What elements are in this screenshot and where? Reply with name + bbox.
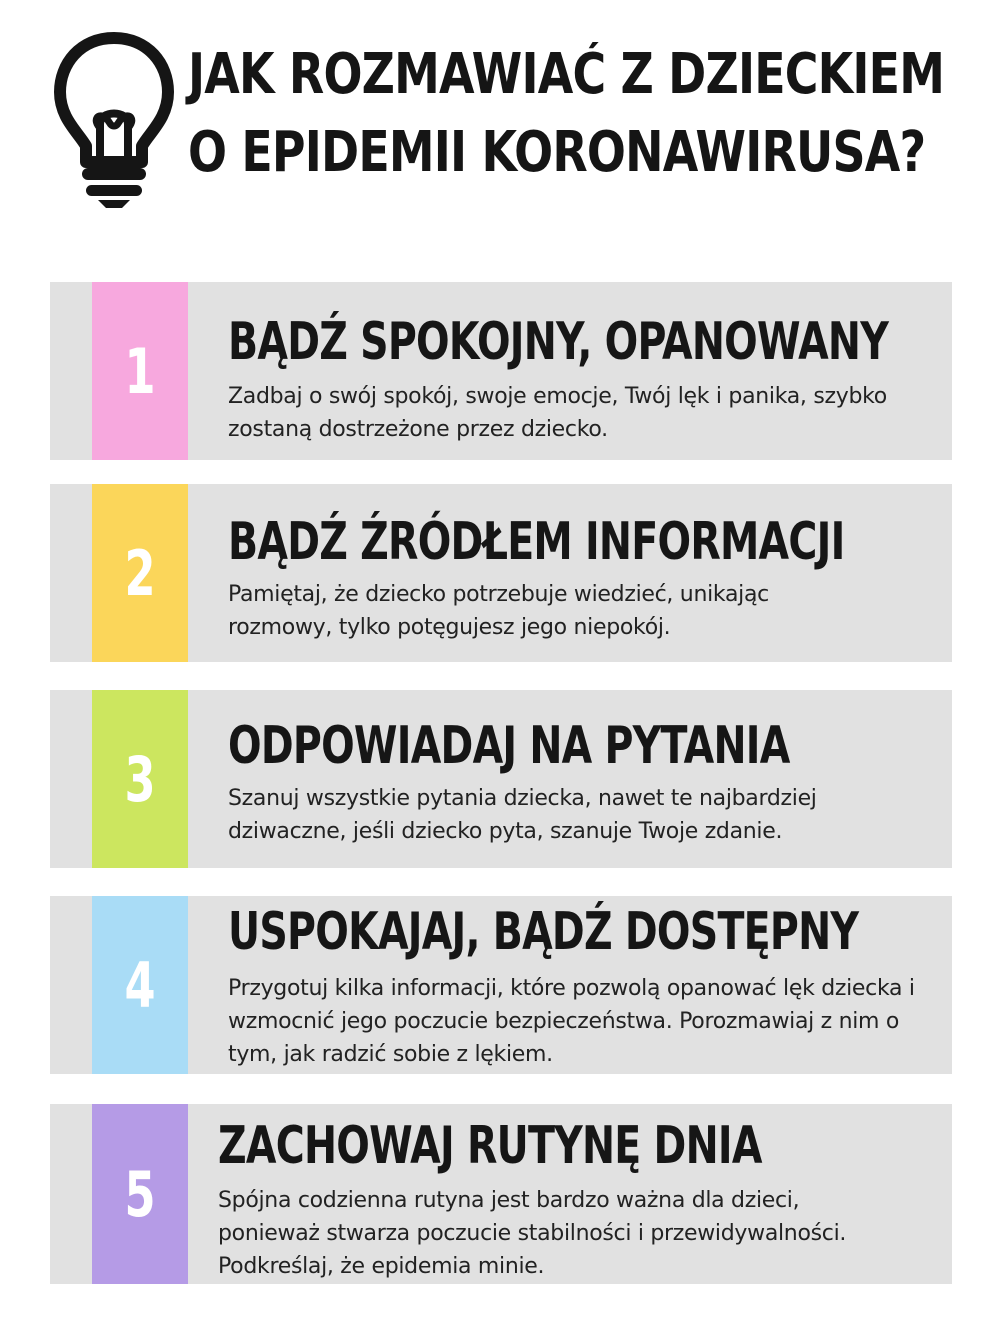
title-line-2: O EPIDEMII KORONAWIRUSA? — [188, 120, 926, 185]
tip-text: Pamiętaj, że dziecko potrzebuje wiedzieć, unikając rozmowy, tylko potęgujesz jego niepokój. — [228, 582, 769, 640]
tip-card-3 — [50, 690, 952, 868]
tip-title: BĄDŹ SPOKOJNY, OPANOWANY — [228, 312, 889, 372]
tip-text: Przygotuj kilka informacji, które pozwolą opanować lęk dziecka i wzmocnić jego poczucie bezpieczeństwa. Porozmawiaj z nim o tym, jak radzić sobie z lękiem. — [228, 976, 915, 1067]
tip-title: BĄDŹ ŹRÓDŁEM INFORMACJI — [228, 512, 845, 572]
tip-card-2 — [50, 484, 952, 662]
tip-title: ODPOWIADAJ NA PYTANIA — [228, 716, 790, 776]
tip-text: Zadbaj o swój spokój, swoje emocje, Twój lęk i panika, szybko zostaną dostrzeżone przez dziecko. — [228, 384, 887, 442]
header — [0, 0, 998, 260]
tip-title: ZACHOWAJ RUTYNĘ DNIA — [218, 1116, 762, 1176]
tip-text: Spójna codzienna rutyna jest bardzo ważna dla dzieci, ponieważ stwarza poczucie stabilności i przewidywalności. Podkreślaj, że epidemia minie. — [218, 1188, 847, 1279]
tip-number: 3 — [124, 742, 156, 816]
tip-number: 4 — [124, 948, 156, 1022]
tip-number: 1 — [124, 334, 156, 408]
page-title — [188, 36, 945, 192]
tip-card-4 — [50, 896, 952, 1074]
tip-number: 5 — [124, 1157, 156, 1231]
lightbulb-icon — [48, 28, 180, 208]
tip-card-5 — [50, 1104, 952, 1284]
title-line-1: JAK ROZMAWIAĆ Z DZIECKIEM — [188, 42, 945, 107]
tip-title: USPOKAJAJ, BĄDŹ DOSTĘPNY — [228, 902, 859, 962]
tip-number: 2 — [124, 536, 156, 610]
tip-text: Szanuj wszystkie pytania dziecka, nawet te najbardziej dziwaczne, jeśli dziecko pyta, szanuje Twoje zdanie. — [228, 786, 817, 844]
tip-card-1 — [50, 282, 952, 460]
